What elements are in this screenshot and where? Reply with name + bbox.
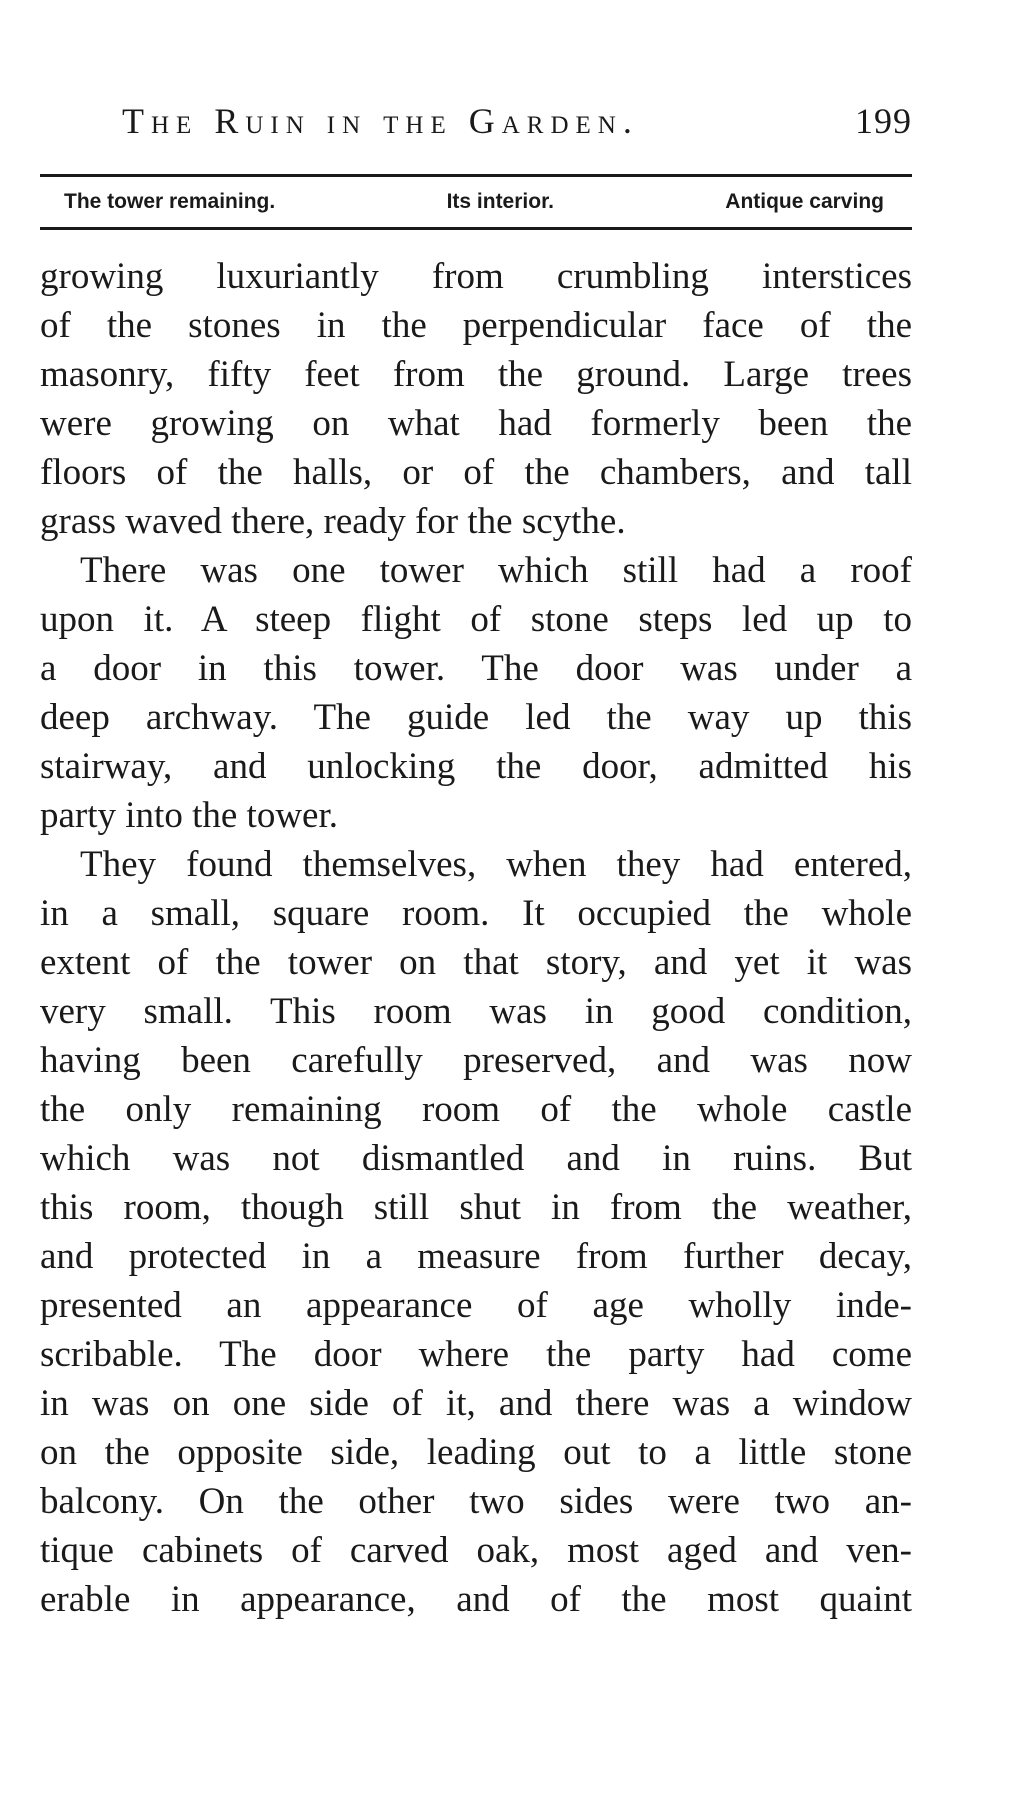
text-line: masonry, fifty feet from the ground. Large trees (40, 354, 912, 395)
text-line: grass waved there, ready for the scythe. (40, 501, 626, 542)
text-line: in a small, square room. It occupied the whole (40, 893, 912, 934)
page-number: 199 (855, 101, 912, 141)
text-line: the only remaining room of the whole castle (40, 1089, 912, 1130)
text-line: growing luxuriantly from crumbling interstices (40, 256, 912, 297)
text-line: erable in appearance, and of the most quaint (40, 1579, 912, 1620)
text-line: extent of the tower on that story, and yet it was (40, 942, 912, 983)
text-line: They found themselves, when they had entered, (80, 844, 912, 885)
running-head (40, 100, 912, 156)
text-line: of the stones in the perpendicular face of the (40, 305, 912, 346)
text-line: upon it. A steep flight of stone steps led up to (40, 599, 912, 640)
text-line: having been carefully preserved, and was now (40, 1040, 912, 1081)
paragraph (40, 546, 912, 840)
text-line: floors of the halls, or of the chambers, and tall (40, 452, 912, 493)
summary-left: The tower remaining. (64, 190, 276, 213)
summary-center: Its interior. (446, 190, 554, 213)
text-line: and protected in a measure from further decay, (40, 1236, 912, 1277)
text-line: this room, though still shut in from the weather, (40, 1187, 912, 1228)
text-line: in was on one side of it, and there was a window (40, 1383, 912, 1424)
paragraph (40, 252, 912, 546)
text-line: stairway, and unlocking the door, admitted his (40, 746, 912, 787)
text-line: presented an appearance of age wholly inde- (40, 1285, 912, 1326)
summary-right: Antique carving (725, 190, 884, 213)
text-line: very small. This room was in good condition, (40, 991, 912, 1032)
text-line: deep archway. The guide led the way up this (40, 697, 912, 738)
text-line: were growing on what had formerly been the (40, 403, 912, 444)
text-line: There was one tower which still had a roof (80, 550, 912, 591)
text-line: which was not dismantled and in ruins. But (40, 1138, 912, 1179)
text-line: a door in this tower. The door was under a (40, 648, 912, 689)
running-title: The Ruin in the Garden. (122, 101, 639, 141)
text-line: balcony. On the other two sides were two an- (40, 1481, 912, 1522)
header-rule-bottom (40, 227, 912, 230)
text-line: scribable. The door where the party had come (40, 1334, 912, 1375)
text-line: on the opposite side, leading out to a little stone (40, 1432, 912, 1473)
marginal-summary (40, 177, 912, 227)
paragraph (40, 840, 912, 1624)
text-line: tique cabinets of carved oak, most aged and ven- (40, 1530, 912, 1571)
body-text (40, 252, 912, 1624)
book-page (40, 100, 912, 1624)
text-line: party into the tower. (40, 795, 338, 836)
